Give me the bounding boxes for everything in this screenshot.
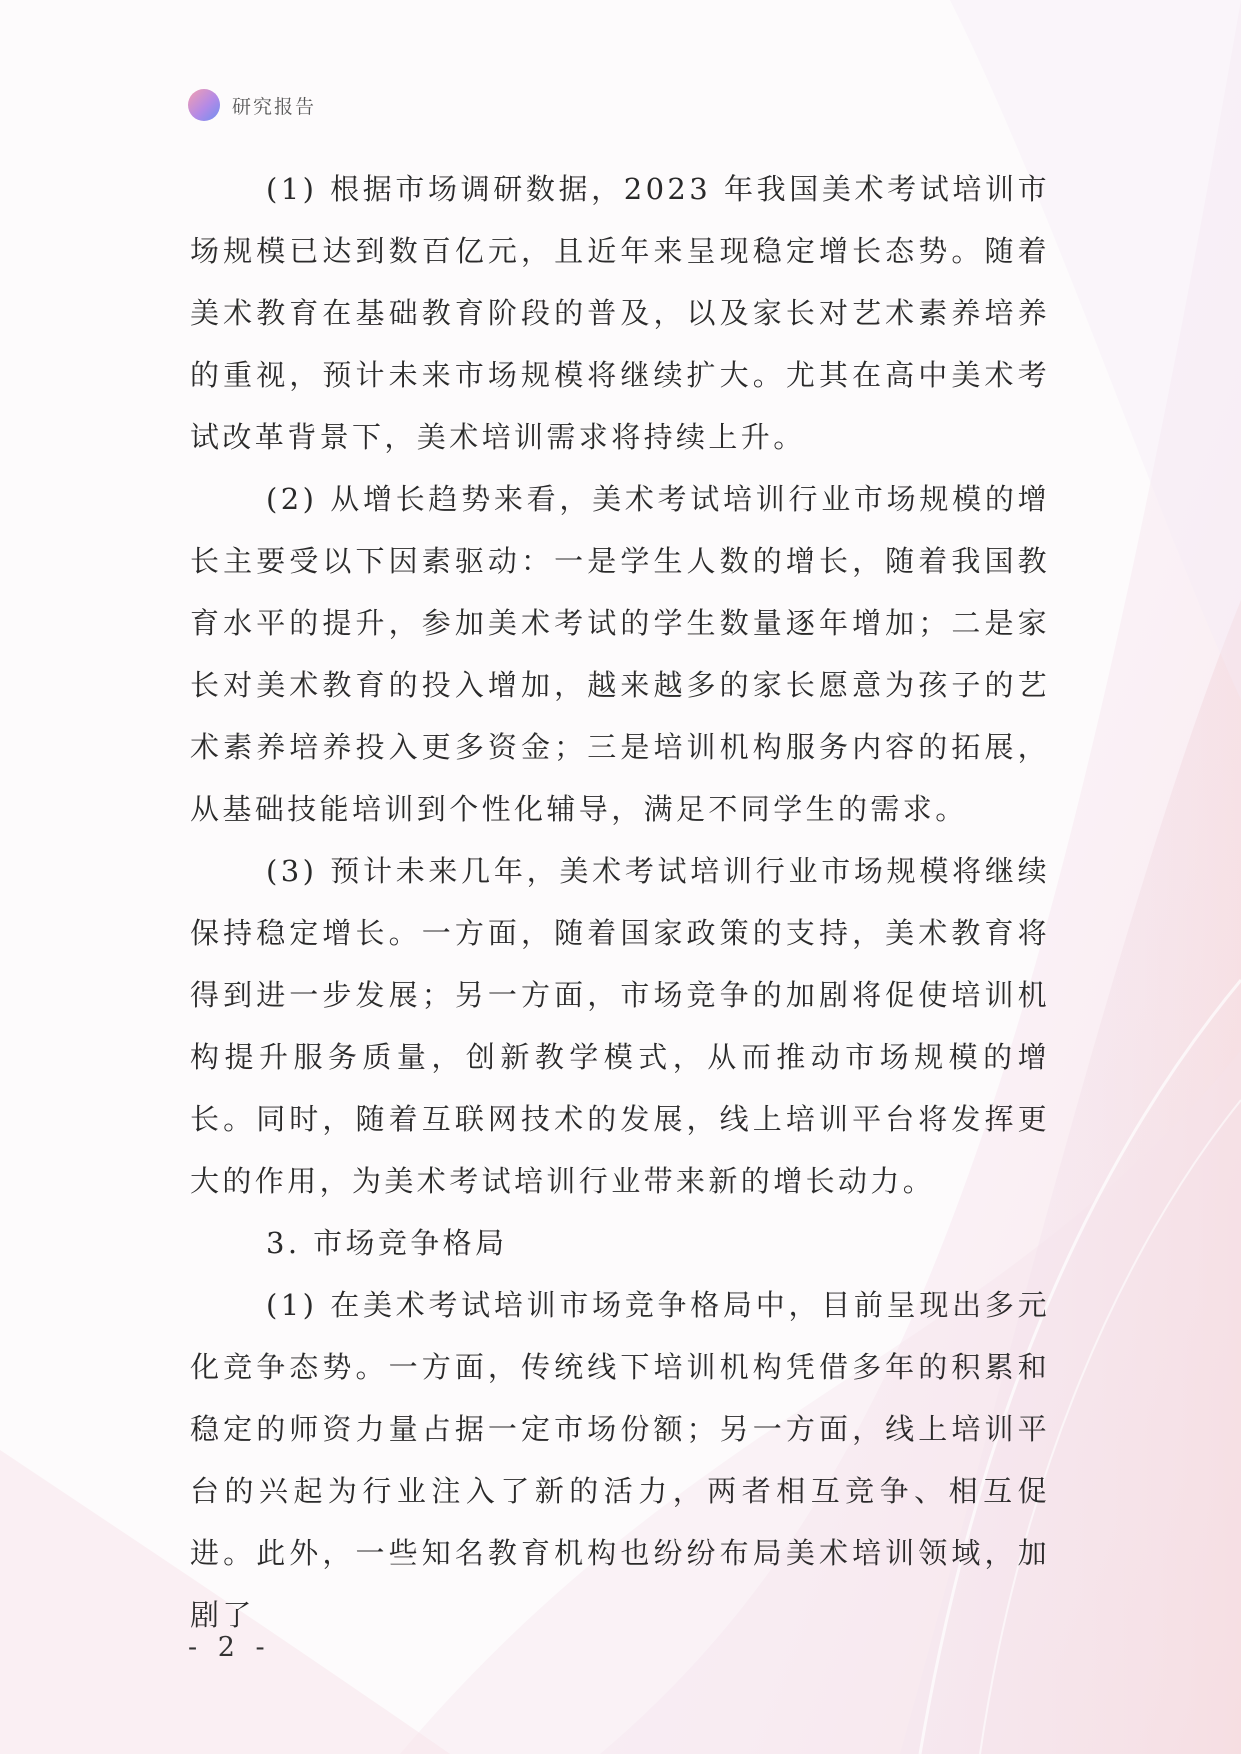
document-body: [190, 158, 1050, 1646]
paragraph-1: (1) 根据市场调研数据，2023 年我国美术考试培训市场规模已达到数百亿元，且近年来呈现稳定增长态势。随着美术教育在基础教育阶段的普及，以及家长对艺术素养培养的重视，预计未来市场规模将继续扩大。尤其在高中美术考试改革背景下，美术培训需求将持续上升。: [190, 172, 1050, 454]
paragraph-3: (3) 预计未来几年，美术考试培训行业市场规模将继续保持稳定增长。一方面，随着国家政策的支持，美术教育将得到进一步发展；另一方面，市场竞争的加剧将促使培训机构提升服务质量，创新教学模式，从而推动市场规模的增长。同时，随着互联网技术的发展，线上培训平台将发挥更大的作用，为美术考试培训行业带来新的增长动力。: [190, 854, 1050, 1198]
section-heading: 3. 市场竞争格局: [266, 1226, 508, 1260]
paragraph-4: (1) 在美术考试培训市场竞争格局中，目前呈现出多元化竞争态势。一方面，传统线下培训机构凭借多年的积累和稳定的师资力量占据一定市场份额；另一方面，线上培训平台的兴起为行业注入了新的活力，两者相互竞争、相互促进。此外，一些知名教育机构也纷纷布局美术培训领域，加剧了: [190, 1288, 1050, 1632]
logo-circle-icon: [188, 89, 220, 121]
page-number: - 2 -: [188, 1632, 271, 1663]
paragraph-2: (2) 从增长趋势来看，美术考试培训行业市场规模的增长主要受以下因素驱动：一是学生人数的增长，随着我国教育水平的提升，参加美术考试的学生数量逐年增加；二是家长对美术教育的投入增加，越来越多的家长愿意为孩子的艺术素养培养投入更多资金；三是培训机构服务内容的拓展，从基础技能培训到个性化辅导，满足不同学生的需求。: [190, 482, 1050, 826]
header-title: 研究报告: [232, 95, 317, 118]
report-header: [188, 88, 316, 122]
